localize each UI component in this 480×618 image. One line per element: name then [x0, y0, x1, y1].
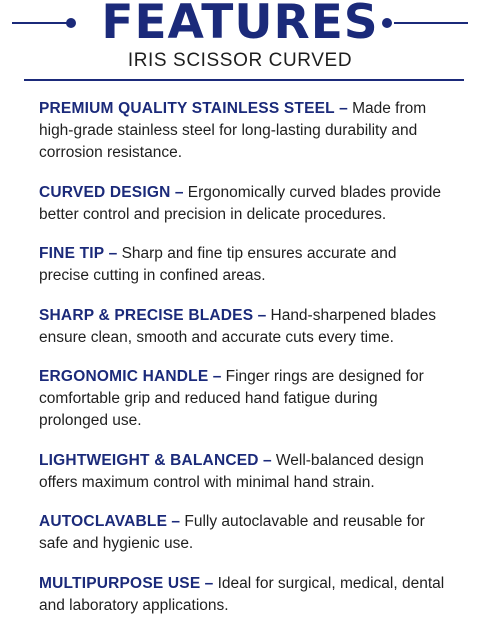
- features-list: [39, 98, 449, 617]
- feature-description: Sharp and fine tip ensures accurate and precise cutting in confined areas.: [39, 245, 397, 284]
- feature-description: Ideal for surgical, medical, dental and laboratory applications.: [39, 574, 445, 614]
- feature-item: [39, 511, 449, 555]
- feature-dash: –: [208, 368, 226, 385]
- feature-dash: –: [170, 183, 188, 201]
- decorative-line-right: [394, 22, 468, 24]
- feature-item: [39, 366, 449, 432]
- feature-item: [39, 573, 449, 617]
- feature-description: Made from high-grade stainless steel for long-lasting durability and corrosion resistance.: [39, 100, 427, 161]
- feature-item: [39, 98, 449, 164]
- feature-name: CURVED DESIGN: [39, 183, 171, 201]
- feature-description: Fully autoclavable and reusable for safe and hygienic use.: [39, 513, 425, 552]
- feature-description: Finger rings are designed for comfortable grip and reduced hand fatigue during prolonged use.: [39, 368, 424, 429]
- feature-item: [39, 450, 449, 494]
- feature-description: Well-balanced design offers maximum control with minimal hand strain.: [39, 451, 424, 491]
- feature-item: [39, 243, 449, 287]
- feature-description: Ergonomically curved blades provide better control and precision in delicate procedures.: [39, 183, 442, 223]
- feature-item: [39, 305, 449, 349]
- decorative-dot-right: [382, 18, 392, 28]
- feature-dash: –: [253, 306, 271, 324]
- feature-name: LIGHTWEIGHT & BALANCED: [39, 451, 259, 469]
- feature-name: FINE TIP: [39, 245, 105, 262]
- page-header: [0, 0, 480, 82]
- feature-name: PREMIUM QUALITY STAINLESS STEEL: [39, 100, 335, 117]
- feature-dash: –: [104, 245, 122, 262]
- feature-description: Hand-sharpened blades ensure clean, smooth and accurate cuts every time.: [39, 306, 436, 346]
- page-subtitle: IRIS SCISSOR CURVED: [127, 50, 353, 71]
- feature-name: MULTIPURPOSE USE: [39, 574, 201, 592]
- feature-name: AUTOCLAVABLE: [39, 513, 168, 530]
- feature-name: SHARP & PRECISE BLADES: [39, 306, 254, 324]
- feature-dash: –: [200, 574, 218, 592]
- feature-item: [39, 182, 449, 226]
- feature-dash: –: [334, 100, 353, 117]
- page-title: FEATURES: [101, 0, 379, 50]
- feature-dash: –: [167, 513, 185, 530]
- feature-name: ERGONOMIC HANDLE: [39, 368, 209, 385]
- feature-dash: –: [258, 451, 276, 469]
- header-divider: [24, 79, 464, 81]
